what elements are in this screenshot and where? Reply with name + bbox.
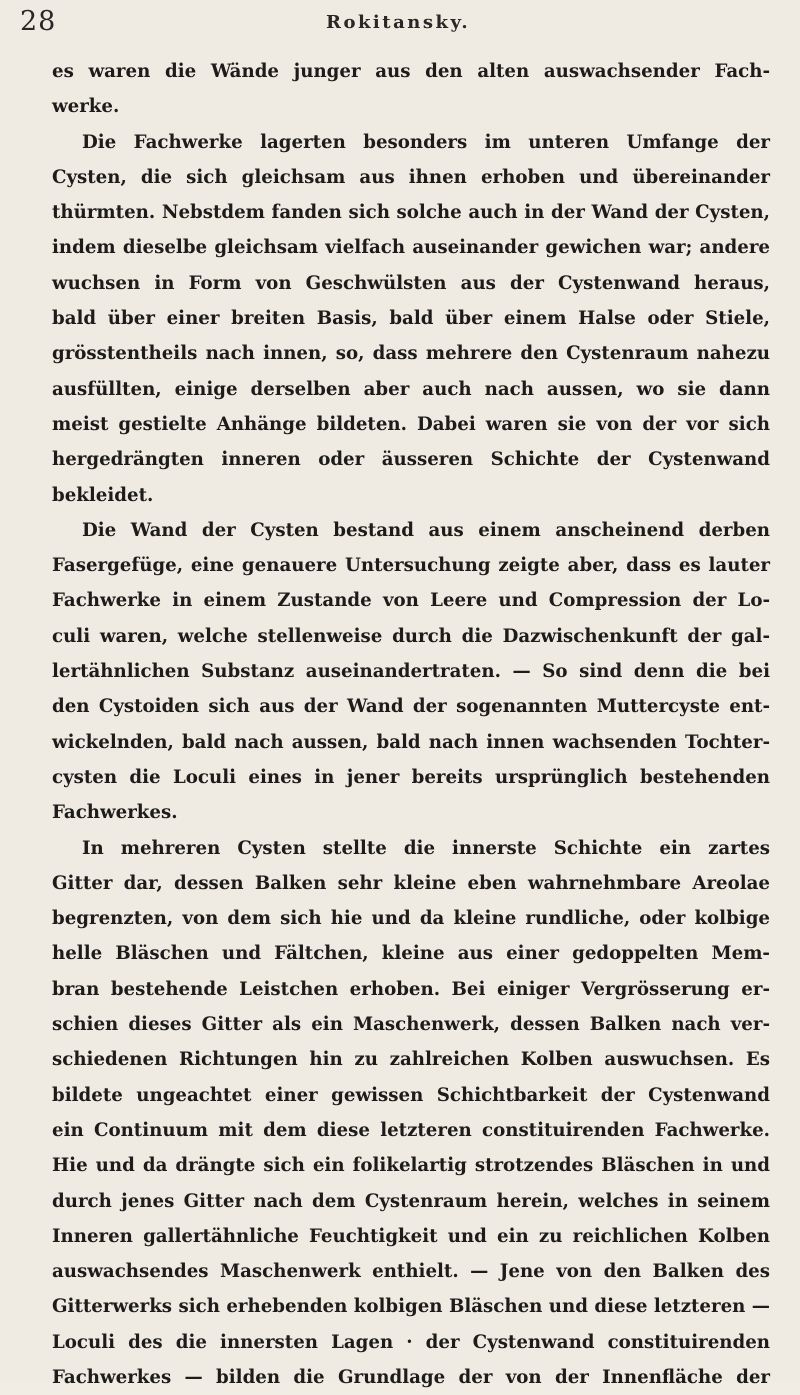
text-line: wickelnden, bald nach aussen, bald nach innen wachsenden Tochter- [52, 731, 770, 753]
text-line: durch jenes Gitter nach dem Cystenraum herein, welches in seinem [52, 1190, 770, 1212]
text-line: wuchsen in Form von Geschwülsten aus der Cystenwand heraus, [52, 272, 770, 294]
page-number: 28 [20, 6, 57, 37]
text-line: Loculi des die innersten Lagen · der Cystenwand constituirenden [52, 1331, 770, 1353]
text-line: meist gestielte Anhänge bildeten. Dabei waren sie von der vor sich [52, 413, 770, 435]
text-line: Fachwerkes — bilden die Grundlage der von der Innenfläche der [52, 1366, 770, 1388]
text-line: lertähnlichen Substanz auseinandertraten. — So sind denn die bei [52, 661, 770, 683]
text-line: Fasergefüge, eine genauere Untersuchung zeigte aber, dass es lauter [52, 555, 770, 577]
text-line: Gitter dar, dessen Balken sehr kleine eben wahrnehmbare Areolae [52, 872, 770, 894]
text-line: indem dieselbe gleichsam vielfach auseinander gewichen war; andere [52, 237, 770, 259]
text-line: helle Bläschen und Fältchen, kleine aus einer gedoppelten Mem- [52, 943, 770, 965]
text-line: bran bestehende Leistchen erhoben. Bei einiger Vergrösserung er- [52, 978, 770, 1000]
page-header [0, 6, 800, 42]
text-line: hergedrängten inneren oder äusseren Schichte der Cystenwand [52, 449, 770, 471]
text-line: In mehreren Cysten stellte die innerste Schichte ein zartes [82, 837, 770, 859]
text-line: thürmten. Nebstdem fanden sich solche auch in der Wand der Cysten, [52, 202, 770, 224]
text-line: Fachwerke in einem Zustande von Leere und Compression der Lo- [52, 590, 770, 612]
text-line: Fachwerkes. [52, 802, 178, 824]
text-line: werke. [52, 96, 120, 118]
text-line: den Cystoiden sich aus der Wand der sogenannten Muttercyste ent- [52, 696, 770, 718]
text-line: Gitterwerks sich erhebenden kolbigen Bläschen und diese letzteren — [52, 1296, 770, 1318]
text-line: bildete ungeachtet einer gewissen Schichtbarkeit der Cystenwand [52, 1084, 770, 1106]
text-line: Die Fachwerke lagerten besonders im unteren Umfange der [82, 131, 770, 153]
text-line: ein Continuum mit dem diese letzteren constituirenden Fachwerke. [52, 1119, 770, 1141]
body-text [52, 54, 770, 1395]
text-line: culi waren, welche stellenweise durch die Dazwischenkunft der gal- [52, 625, 770, 647]
text-line: schien dieses Gitter als ein Maschenwerk, dessen Balken nach ver- [52, 1014, 770, 1036]
text-line: cysten die Loculi eines in jener bereits ursprünglich bestehenden [52, 766, 770, 788]
text-line: Die Wand der Cysten bestand aus einem anscheinend derben [82, 519, 770, 541]
text-line: auswachsendes Maschenwerk enthielt. — Jene von den Balken des [52, 1261, 770, 1283]
text-line: es waren die Wände junger aus den alten auswachsender Fach- [52, 61, 770, 82]
text-line: Inneren gallertähnliche Feuchtigkeit und ein zu reichlichen Kolben [52, 1225, 770, 1247]
text-line: begrenzten, von dem sich hie und da kleine rundliche, oder kolbige [52, 908, 770, 930]
text-line: Cysten, die sich gleichsam aus ihnen erhoben und übereinander [52, 166, 770, 188]
running-head: Rokitansky. [326, 12, 471, 33]
text-line: bald über einer breiten Basis, bald über einem Halse oder Stiele, [52, 308, 770, 330]
text-line: ausfüllten, einige derselben aber auch nach aussen, wo sie dann [52, 378, 770, 400]
text-line: bekleidet. [52, 484, 154, 506]
text-line: grösstentheils nach innen, so, dass mehrere den Cystenraum nahezu [52, 343, 770, 365]
text-line: schiedenen Richtungen hin zu zahlreichen Kolben auswuchsen. Es [52, 1049, 770, 1071]
text-line: Hie und da drängte sich ein folikelartig strotzendes Bläschen in und [52, 1155, 770, 1177]
